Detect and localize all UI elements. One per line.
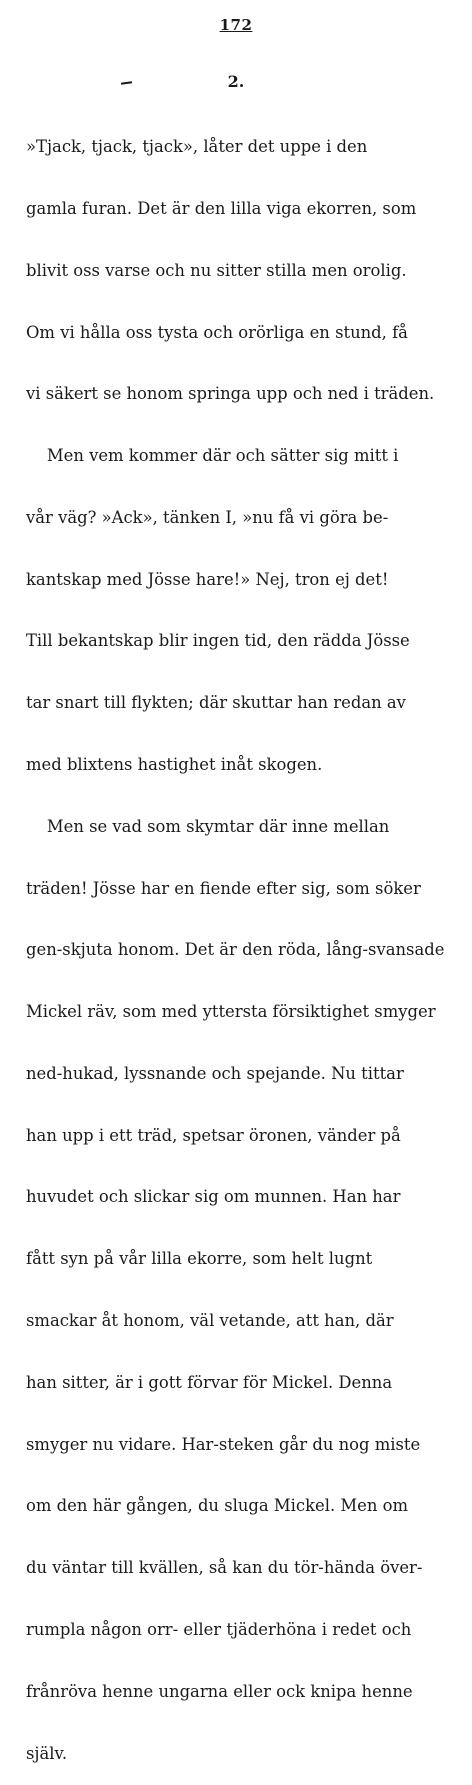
text-line: »Tjack, tjack, tjack», låter det uppe i den xyxy=(26,137,368,157)
text-line: vi säkert se honom springa upp och ned i träden. xyxy=(26,384,435,404)
text-line: vår väg? »Ack», tänken I, »nu få vi göra be- xyxy=(26,507,389,527)
text-line: Mickel räv, som med yttersta försiktighet smyger xyxy=(26,1002,436,1022)
text-line: smackar åt honom, väl vetande, att han, där xyxy=(26,1311,394,1331)
text-line: frånröva henne ungarna eller ock knipa henne xyxy=(26,1681,413,1701)
text-line: blivit oss varse och nu sitter stilla men orolig. xyxy=(26,260,407,280)
text-line: gen-skjuta honom. Det är den röda, lång-svansade xyxy=(26,940,445,960)
text-line: han sitter, är i gott förvar för Mickel. Denna xyxy=(26,1372,393,1392)
text-line: du väntar till kvällen, så kan du tör-hända över- xyxy=(26,1558,423,1578)
text-line: han upp i ett träd, spetsar öronen, vänder på xyxy=(26,1125,401,1145)
text-line: ned-hukad, lyssnande och spejande. Nu tittar xyxy=(26,1063,404,1083)
text-line: Men vem kommer där och sätter sig mitt i xyxy=(26,446,399,466)
text-line: tar snart till flykten; där skuttar han redan av xyxy=(26,693,406,713)
text-line: huvudet och slickar sig om munnen. Han har xyxy=(26,1187,401,1207)
text-line: kantskap med Jösse hare!» Nej, tron ej det! xyxy=(26,569,389,589)
text-line: smyger nu vidare. Har-steken går du nog miste xyxy=(26,1434,421,1454)
text-line: med blixtens hastighet inåt skogen. xyxy=(26,755,323,774)
text-line: Men se vad som skymtar där inne mellan xyxy=(26,816,390,836)
page-number: 172 xyxy=(219,16,253,34)
text-line: träden! Jösse har en fiende efter sig, som söker xyxy=(26,878,421,898)
text-line: fått syn på vår lilla ekorre, som helt lugnt xyxy=(26,1249,373,1269)
body-text xyxy=(26,96,468,1785)
section-number: 2. xyxy=(227,72,245,91)
text-line: själv. xyxy=(26,1743,68,1763)
text-line: om den här gången, du sluga Mickel. Men om xyxy=(26,1496,409,1516)
text-line: Till bekantskap blir ingen tid, den rädda Jösse xyxy=(26,631,410,651)
text-line: Om vi hålla oss tysta och orörliga en stund, få xyxy=(26,322,408,342)
text-line: gamla furan. Det är den lilla viga ekorren, som xyxy=(26,198,417,218)
text-line: rumpla någon orr- eller tjäderhöna i redet och xyxy=(26,1619,412,1639)
